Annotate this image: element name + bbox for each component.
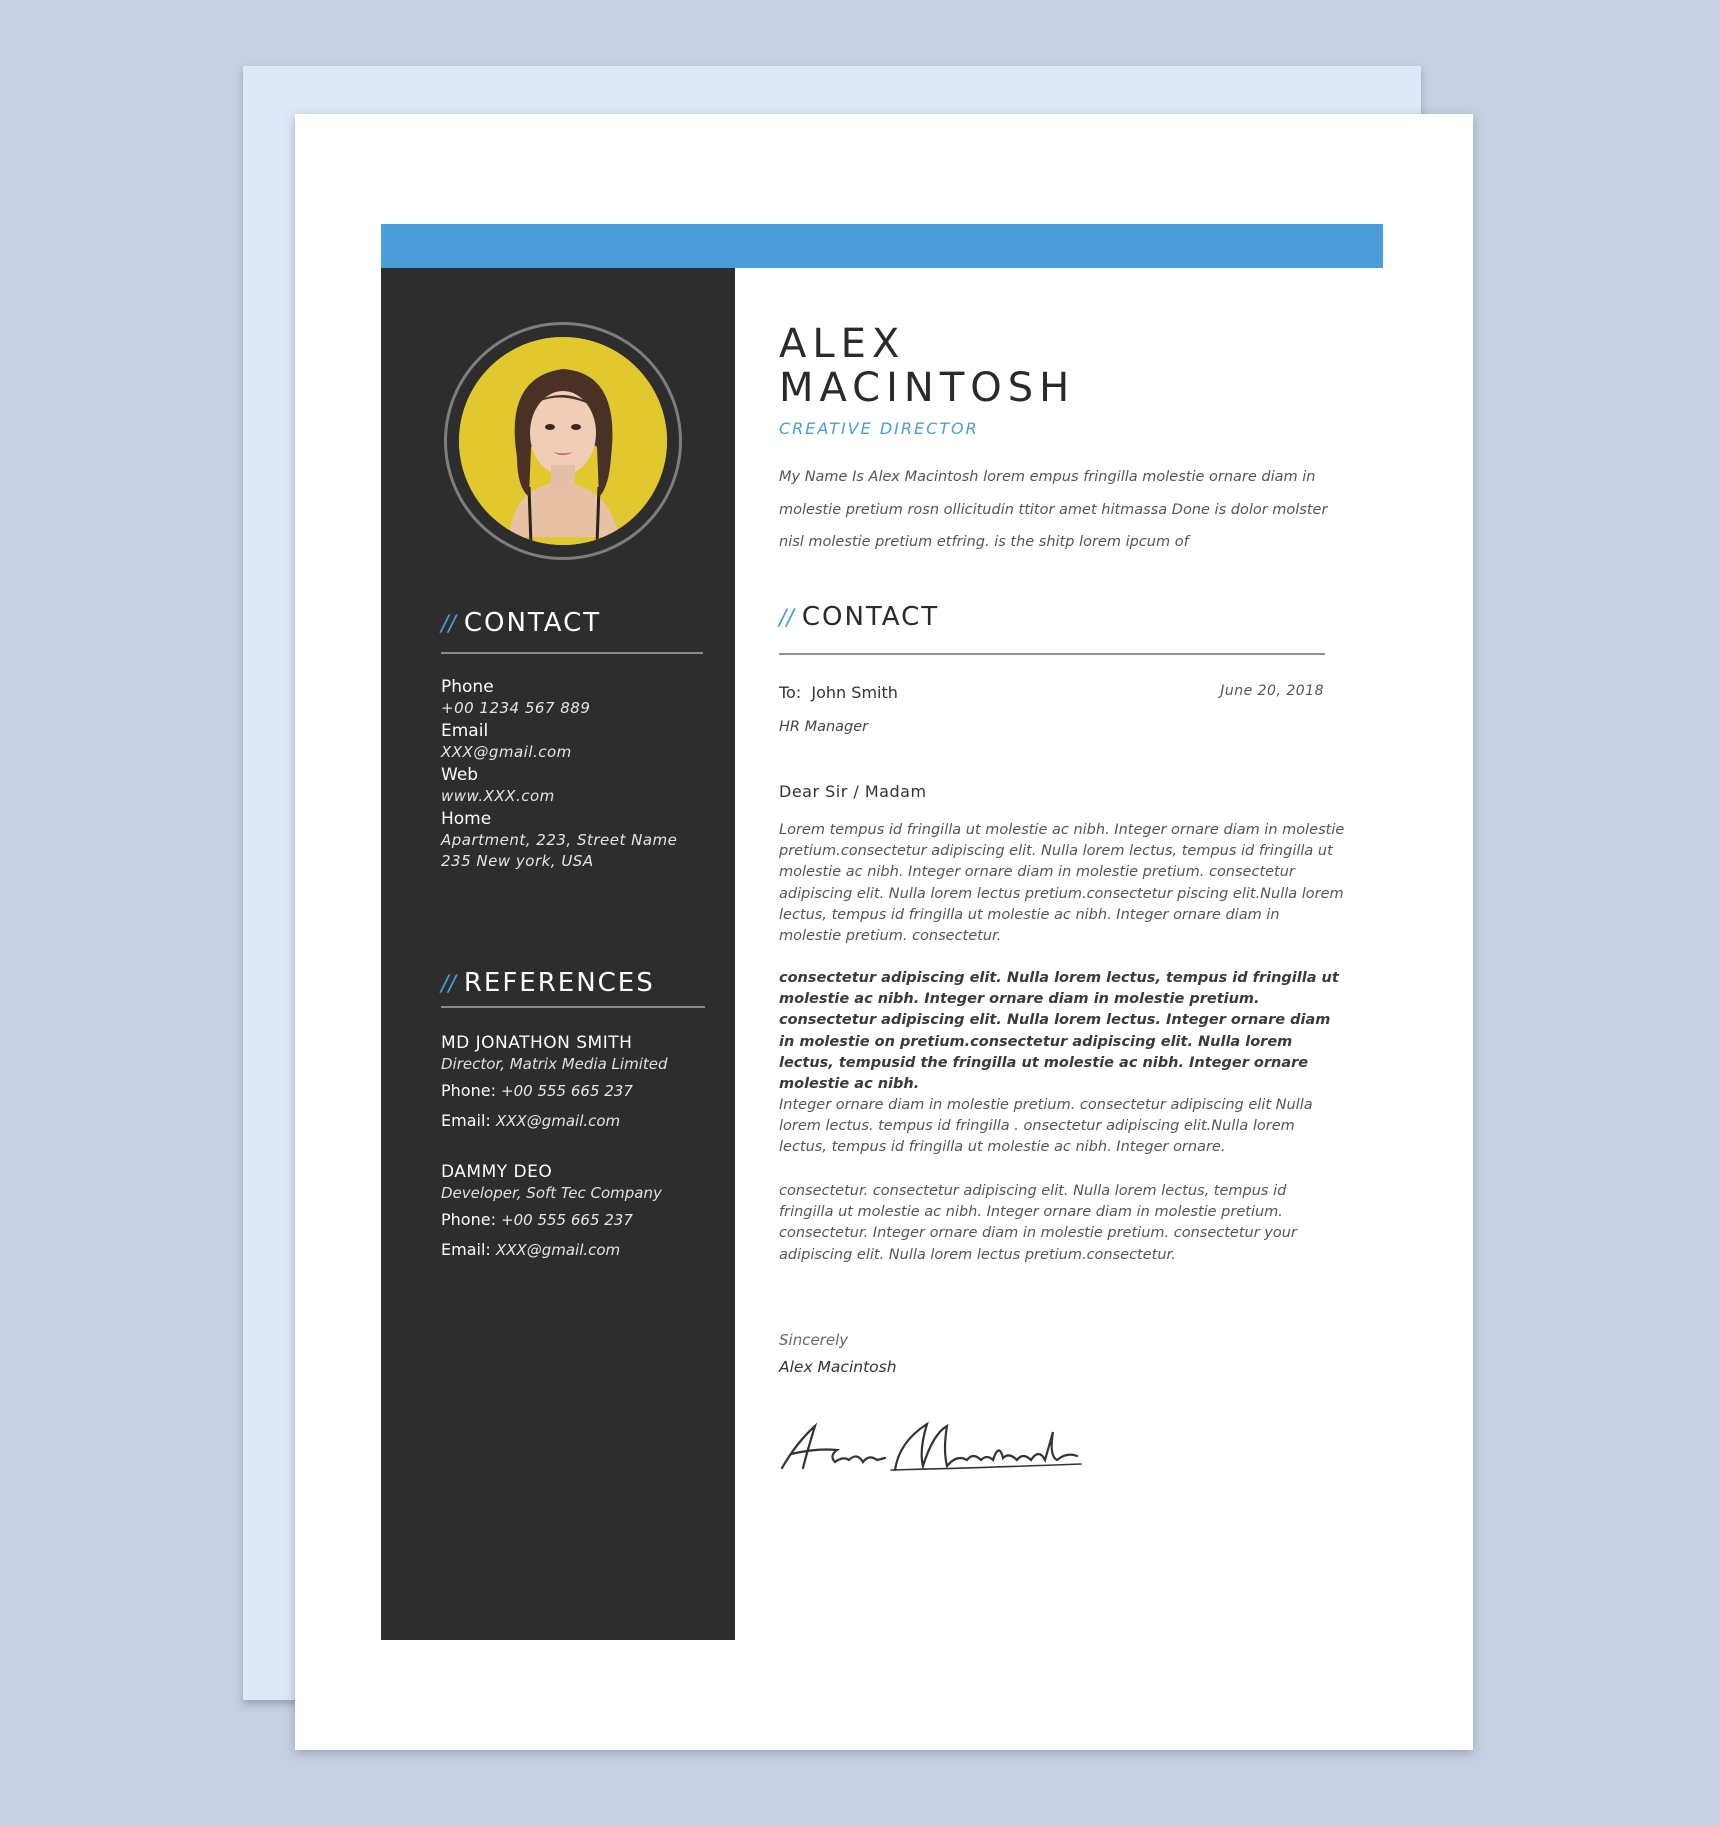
portrait-image xyxy=(459,337,667,545)
contact-details xyxy=(441,676,711,872)
sidebar-contact-heading-text: CONTACT xyxy=(463,608,602,638)
to-label: To: xyxy=(779,683,802,702)
email-label: Email xyxy=(441,721,489,741)
recipient-line xyxy=(779,683,898,702)
letter-date: June 20, 2018 xyxy=(1220,683,1324,699)
name-last: MACINTOSH xyxy=(779,365,1076,411)
reference-name: DAMMY DEO xyxy=(441,1162,553,1182)
reference-phone-label: Phone: xyxy=(441,1081,496,1100)
letter-heading xyxy=(779,602,939,632)
sidebar-contact-divider xyxy=(441,652,703,654)
salutation: Dear Sir / Madam xyxy=(779,782,927,801)
letter-heading-divider xyxy=(779,653,1325,655)
job-title: CREATIVE DIRECTOR xyxy=(779,419,979,438)
home-address-line1: Apartment, 223, Street Name xyxy=(441,831,678,849)
name-first: ALEX xyxy=(779,321,906,367)
reference-email xyxy=(441,1235,711,1265)
reference-email-value: XXX@gmail.com xyxy=(495,1112,621,1130)
web-value: www.XXX.com xyxy=(441,787,555,805)
sidebar-references-heading xyxy=(441,968,701,998)
reference-email xyxy=(441,1106,711,1136)
reference-role: Developer, Soft Tec Company xyxy=(441,1184,662,1202)
reference-email-label: Email: xyxy=(441,1111,491,1130)
reference-item xyxy=(441,1032,711,1136)
reference-email-value: XXX@gmail.com xyxy=(495,1241,621,1259)
reference-name: MD JONATHON SMITH xyxy=(441,1033,633,1053)
sidebar-references-divider xyxy=(441,1006,705,1008)
letter-paragraph-2: consectetur adipiscing elit. Nulla lorem lectus, tempus id fringilla ut molestie ac nibh. Integer ornare diam in molestie pretium. consectetur adipiscing elit. Nulla lorem lectus. Integer ornare diam in molestie on pretium.consectetur adipiscing elit. Nulla lorem lectus, tempusid the fringilla ut molestie ac nibh. Integer ornare molestie ac nibh. xyxy=(779,970,1339,1093)
reference-phone-value: +00 555 665 237 xyxy=(501,1211,633,1229)
profile-photo-frame xyxy=(444,322,682,560)
reference-phone-label: Phone: xyxy=(441,1210,496,1229)
web-label: Web xyxy=(441,765,479,785)
accent-top-bar xyxy=(381,224,1383,268)
home-address-line2: 235 New york, USA xyxy=(441,852,594,870)
phone-label: Phone xyxy=(441,677,494,697)
double-slash-icon: // xyxy=(441,612,456,637)
letter-paragraph-3: Integer ornare diam in molestie pretium. consectetur adipiscing elit Nulla lorem lectus. tempus id fringilla . onsectetur adipiscing elit.Nulla lorem lectus, tempus id fringilla ut molestie ac nibh. Integer ornare. xyxy=(779,1097,1313,1156)
reference-role: Director, Matrix Media Limited xyxy=(441,1055,668,1073)
letter-paragraph-4: consectetur. consectetur adipiscing elit. Nulla lorem lectus, tempus id fringilla ut molestie ac nibh. Integer ornare diam in molestie pretium. consectetur. Integer ornare diam in molestie pretium. consectetur your adipiscing elit. Nulla lorem lectus pretium.consectetur. xyxy=(779,1183,1297,1263)
home-label: Home xyxy=(441,809,492,829)
double-slash-icon: // xyxy=(441,972,456,997)
phone-value: +00 1234 567 889 xyxy=(441,699,591,717)
handwritten-signature xyxy=(777,1412,1087,1482)
closing: Sincerely xyxy=(779,1331,849,1349)
letter-paragraph-1: Lorem tempus id fringilla ut molestie ac nibh. Integer ornare diam in molestie pretium.consectetur adipiscing elit. Nulla lorem lectus, tempus id fringilla ut molestie ac nibh. Integer ornare diam in molestie pretium. consectetur adipiscing elit. Nulla lorem lectus pretium.consectetur piscing elit.Nulla lorem lectus, tempus id fringilla ut molestie ac nibh. Integer ornare diam in molestie pretium. consectetur. xyxy=(779,822,1345,945)
reference-email-label: Email: xyxy=(441,1240,491,1259)
letter-heading-text: CONTACT xyxy=(801,602,940,632)
double-slash-icon: // xyxy=(779,606,794,631)
recipient-name: John Smith xyxy=(811,683,898,702)
sidebar-contact-heading xyxy=(441,608,701,638)
profile-photo xyxy=(459,337,667,545)
reference-phone xyxy=(441,1076,711,1106)
recipient-title: HR Manager xyxy=(779,719,869,735)
reference-item xyxy=(441,1161,711,1265)
intro-paragraph: My Name Is Alex Macintosh lorem empus fringilla molestie ornare diam in molestie pretium rosn ollicitudin ttitor amet hitmassa Done is dolor molster nisl molestie pretium etfring. is the shitp lorem ipcum of xyxy=(779,469,1328,550)
signer-name: Alex Macintosh xyxy=(779,1358,897,1376)
sidebar-references-heading-text: REFERENCES xyxy=(463,968,655,998)
sidebar xyxy=(381,268,735,1640)
email-value: XXX@gmail.com xyxy=(441,743,572,761)
reference-phone-value: +00 555 665 237 xyxy=(501,1082,633,1100)
reference-phone xyxy=(441,1205,711,1235)
